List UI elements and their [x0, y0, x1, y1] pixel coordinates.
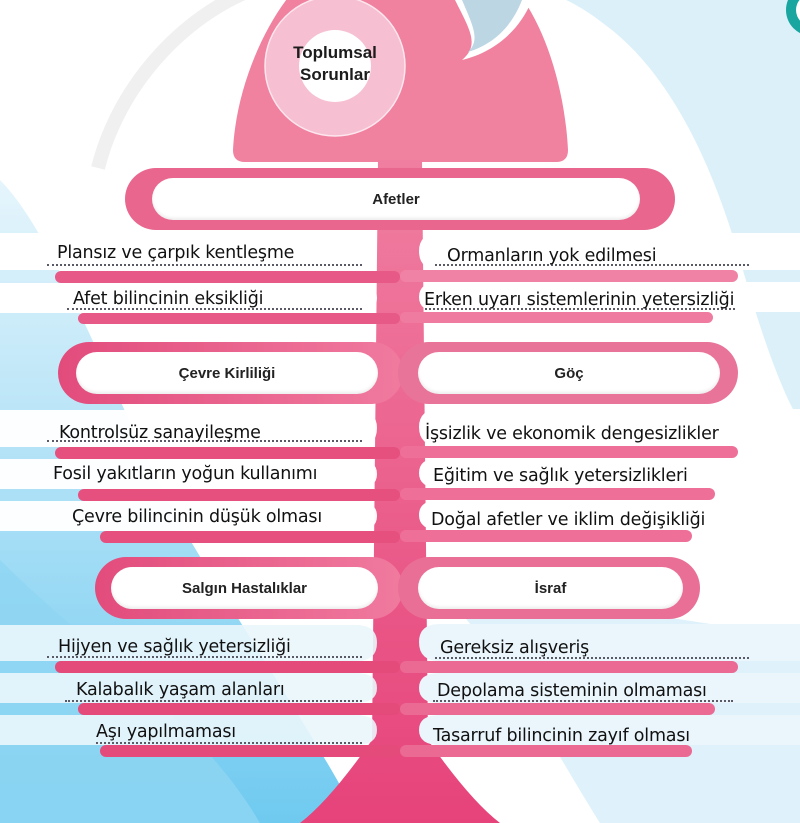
category-goc: Göç [418, 352, 720, 394]
diagram-title [270, 42, 400, 86]
category-israf: İsraf [418, 567, 683, 609]
cause-item: Aşı yapılmaması [96, 722, 236, 742]
dotted-line [47, 264, 362, 266]
cause-item: Plansız ve çarpık kentleşme [57, 243, 295, 263]
cause-item: Afet bilincinin eksikliği [73, 289, 264, 309]
category-afetler: Afetler [152, 178, 640, 220]
category-cevre-kirliligi: Çevre Kirliliği [76, 352, 378, 394]
cause-item: Depolama sisteminin olmaması [437, 681, 707, 701]
cause-item: Gereksiz alışveriş [440, 638, 590, 658]
cause-item: Hijyen ve sağlık yetersizliği [58, 637, 291, 657]
cause-item: Fosil yakıtların yoğun kullanımı [53, 464, 318, 484]
cause-item: Kontrolsüz sanayileşme [59, 423, 261, 443]
cause-item: Erken uyarı sistemlerinin yetersizliği [424, 290, 735, 310]
cause-item: Tasarruf bilincinin zayıf olması [433, 726, 690, 746]
cause-item: Ormanların yok edilmesi [447, 246, 657, 266]
title-line-1: Toplumsal [293, 43, 377, 62]
cause-item: İşsizlik ve ekonomik dengesizlikler [425, 424, 719, 444]
title-line-2: Sorunlar [300, 65, 370, 84]
cause-item: Eğitim ve sağlık yetersizlikleri [433, 466, 688, 486]
cause-item: Çevre bilincinin düşük olması [72, 507, 322, 527]
category-salgin-hastaliklar: Salgın Hastalıklar [111, 567, 378, 609]
cause-item: Kalabalık yaşam alanları [76, 680, 285, 700]
cause-item: Doğal afetler ve iklim değişikliği [431, 510, 706, 530]
